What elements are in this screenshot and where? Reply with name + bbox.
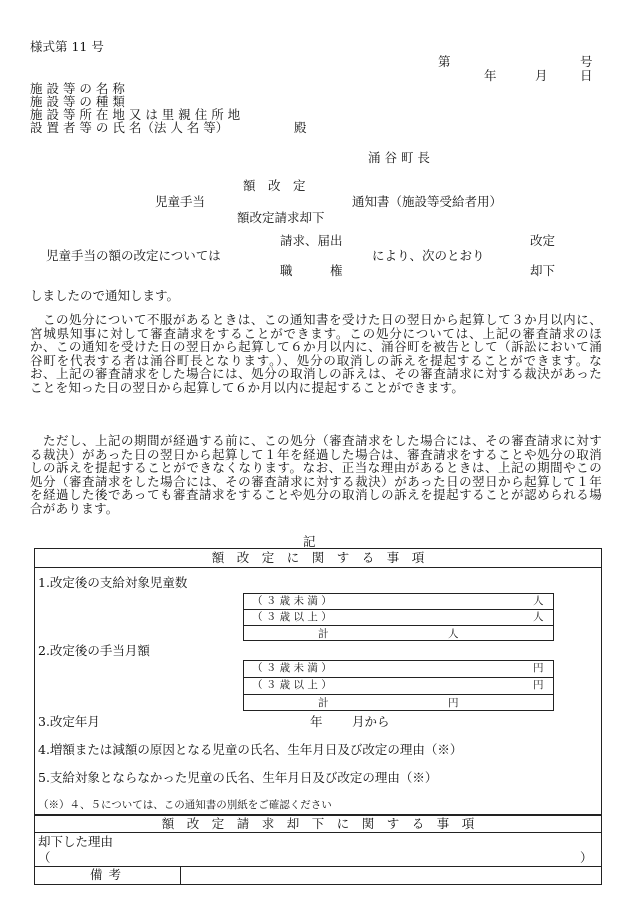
statement-lead: 児童手当の額の改定については bbox=[46, 248, 221, 263]
item3-month-from: 月から bbox=[352, 714, 390, 729]
item1-total-unit: 人 bbox=[448, 628, 459, 640]
remarks-divider bbox=[180, 866, 181, 885]
item1-label: 1.改定後の支給対象児童数 bbox=[38, 575, 188, 590]
item2-row-under3-label: （ ３ 歳 未 満 ） bbox=[252, 662, 332, 674]
rejection-reason-paren-open: （ bbox=[38, 850, 51, 865]
ki-mark: 記 bbox=[303, 534, 316, 549]
title-option-rejection: 額改定請求却下 bbox=[237, 210, 325, 225]
item2-row-over3-unit: 円 bbox=[533, 679, 544, 691]
revision-footnote: （※）４、５については、この通知書の別紙をご確認ください bbox=[38, 799, 332, 811]
notice-paragraph-2: ただし、上記の期間が経過する前に、この処分（審査請求をした場合には、その審査請求に対する裁決）があった日の翌日から起算して１年を経過した場合は、審査請求をすることや処分の取消しの訴えを提起することができなくなります。なお、正当な理由があるときは、上記の期間やこの処分（審査請求をした場合には、その審査請求に対する裁決）があった日の翌日から起算して１年を経過した後であっても審査請求をすることや処分の取消しの訴えを提起することが認められる場合があります。 bbox=[30, 433, 602, 516]
notice-paragraph-1: この処分について不服があるときは、この通知書を受けた日の翌日から起算して３か月以内に、宮城県知事に対して審査請求をすることができます。この処分については、上記の審査請求のほか、この通知を受けた日の翌日から起算して６か月以内に、涌谷町を被告として（訴訟において涌谷町を代表する者は涌谷町長となります。）、処分の取消しの訴えを提起することができます。なお、上記の審査請求をした場合には、処分の取消しの訴えは、その審査請求に対する裁決があったことを知った日の翌日から起算して６か月以内に提起することができます。 bbox=[30, 312, 602, 395]
rejection-reason-label: 却下した理由 bbox=[38, 834, 114, 849]
item2-row-under3-unit: 円 bbox=[533, 662, 544, 674]
item3-year: 年 bbox=[310, 714, 323, 729]
doc-date-day: 日 bbox=[580, 68, 593, 83]
item2-total-label: 計 bbox=[318, 697, 329, 709]
item1-row-over3-unit: 人 bbox=[533, 611, 544, 623]
facility-name-label: 施 設 等 の 名 称 bbox=[30, 81, 125, 96]
item2-row-divider bbox=[243, 694, 554, 695]
statement-middle: により、次のとおり bbox=[372, 248, 485, 263]
item1-row-under3-unit: 人 bbox=[533, 595, 544, 607]
doc-date-year: 年 bbox=[484, 68, 497, 83]
form-number: 様式第 11 号 bbox=[30, 39, 104, 54]
doc-number-suffix: 号 bbox=[580, 54, 593, 69]
founder-name-label: 設 置 者 等 の 氏 名（法 人 名 等） bbox=[30, 120, 229, 135]
item2-row-divider bbox=[243, 677, 554, 678]
facility-address-label: 施 設 等 所 在 地 又 は 里 親 住 所 地 bbox=[30, 107, 241, 122]
rejection-reason-paren-close: ） bbox=[580, 850, 593, 865]
title-left: 児童手当 bbox=[155, 194, 206, 209]
item1-row-under3-label: （ ３ 歳 未 満 ） bbox=[252, 595, 332, 607]
doc-date-month: 月 bbox=[535, 68, 548, 83]
revision-table-divider bbox=[34, 567, 602, 568]
doc-number-prefix: 第 bbox=[438, 54, 451, 69]
item4-label: 4.増額または減額の原因となる児童の氏名、生年月日及び改定の理由（※） bbox=[38, 742, 463, 757]
remarks-label: 備考 bbox=[90, 867, 128, 882]
item1-row-divider bbox=[243, 609, 554, 610]
statement-option1-bottom: 職 権 bbox=[280, 263, 343, 278]
item2-row-over3-label: （ ３ 歳 以 上 ） bbox=[252, 679, 332, 691]
facility-type-label: 施 設 等 の 種 類 bbox=[30, 94, 125, 109]
statement-closing: しましたので通知します。 bbox=[30, 288, 180, 303]
statement-option1-top: 請求、届出 bbox=[280, 233, 343, 248]
title-right: 通知書（施設等受給者用） bbox=[352, 194, 503, 209]
item1-total-label: 計 bbox=[318, 628, 329, 640]
item5-label: 5.支給対象とならなかった児童の氏名、生年月日及び改定の理由（※） bbox=[38, 770, 438, 785]
statement-option2-bottom: 却下 bbox=[530, 263, 556, 278]
honorific: 殿 bbox=[294, 120, 307, 135]
statement-option2-top: 改定 bbox=[530, 233, 556, 248]
item2-label: 2.改定後の手当月額 bbox=[38, 643, 150, 658]
rejection-table-header: 額 改 定 請 求 却 下 に 関 す る 事 項 bbox=[161, 816, 475, 831]
rejection-table-divider bbox=[34, 832, 602, 833]
item3-label: 3.改定年月 bbox=[38, 714, 100, 729]
issuer: 涌 谷 町 長 bbox=[368, 150, 430, 165]
item1-row-divider bbox=[243, 625, 554, 626]
title-option-revision: 額 改 定 bbox=[243, 178, 306, 193]
item2-total-unit: 円 bbox=[448, 697, 459, 709]
revision-table-header: 額 改 定 に 関 す る 事 項 bbox=[211, 550, 425, 565]
item1-row-over3-label: （ ３ 歳 以 上 ） bbox=[252, 611, 332, 623]
